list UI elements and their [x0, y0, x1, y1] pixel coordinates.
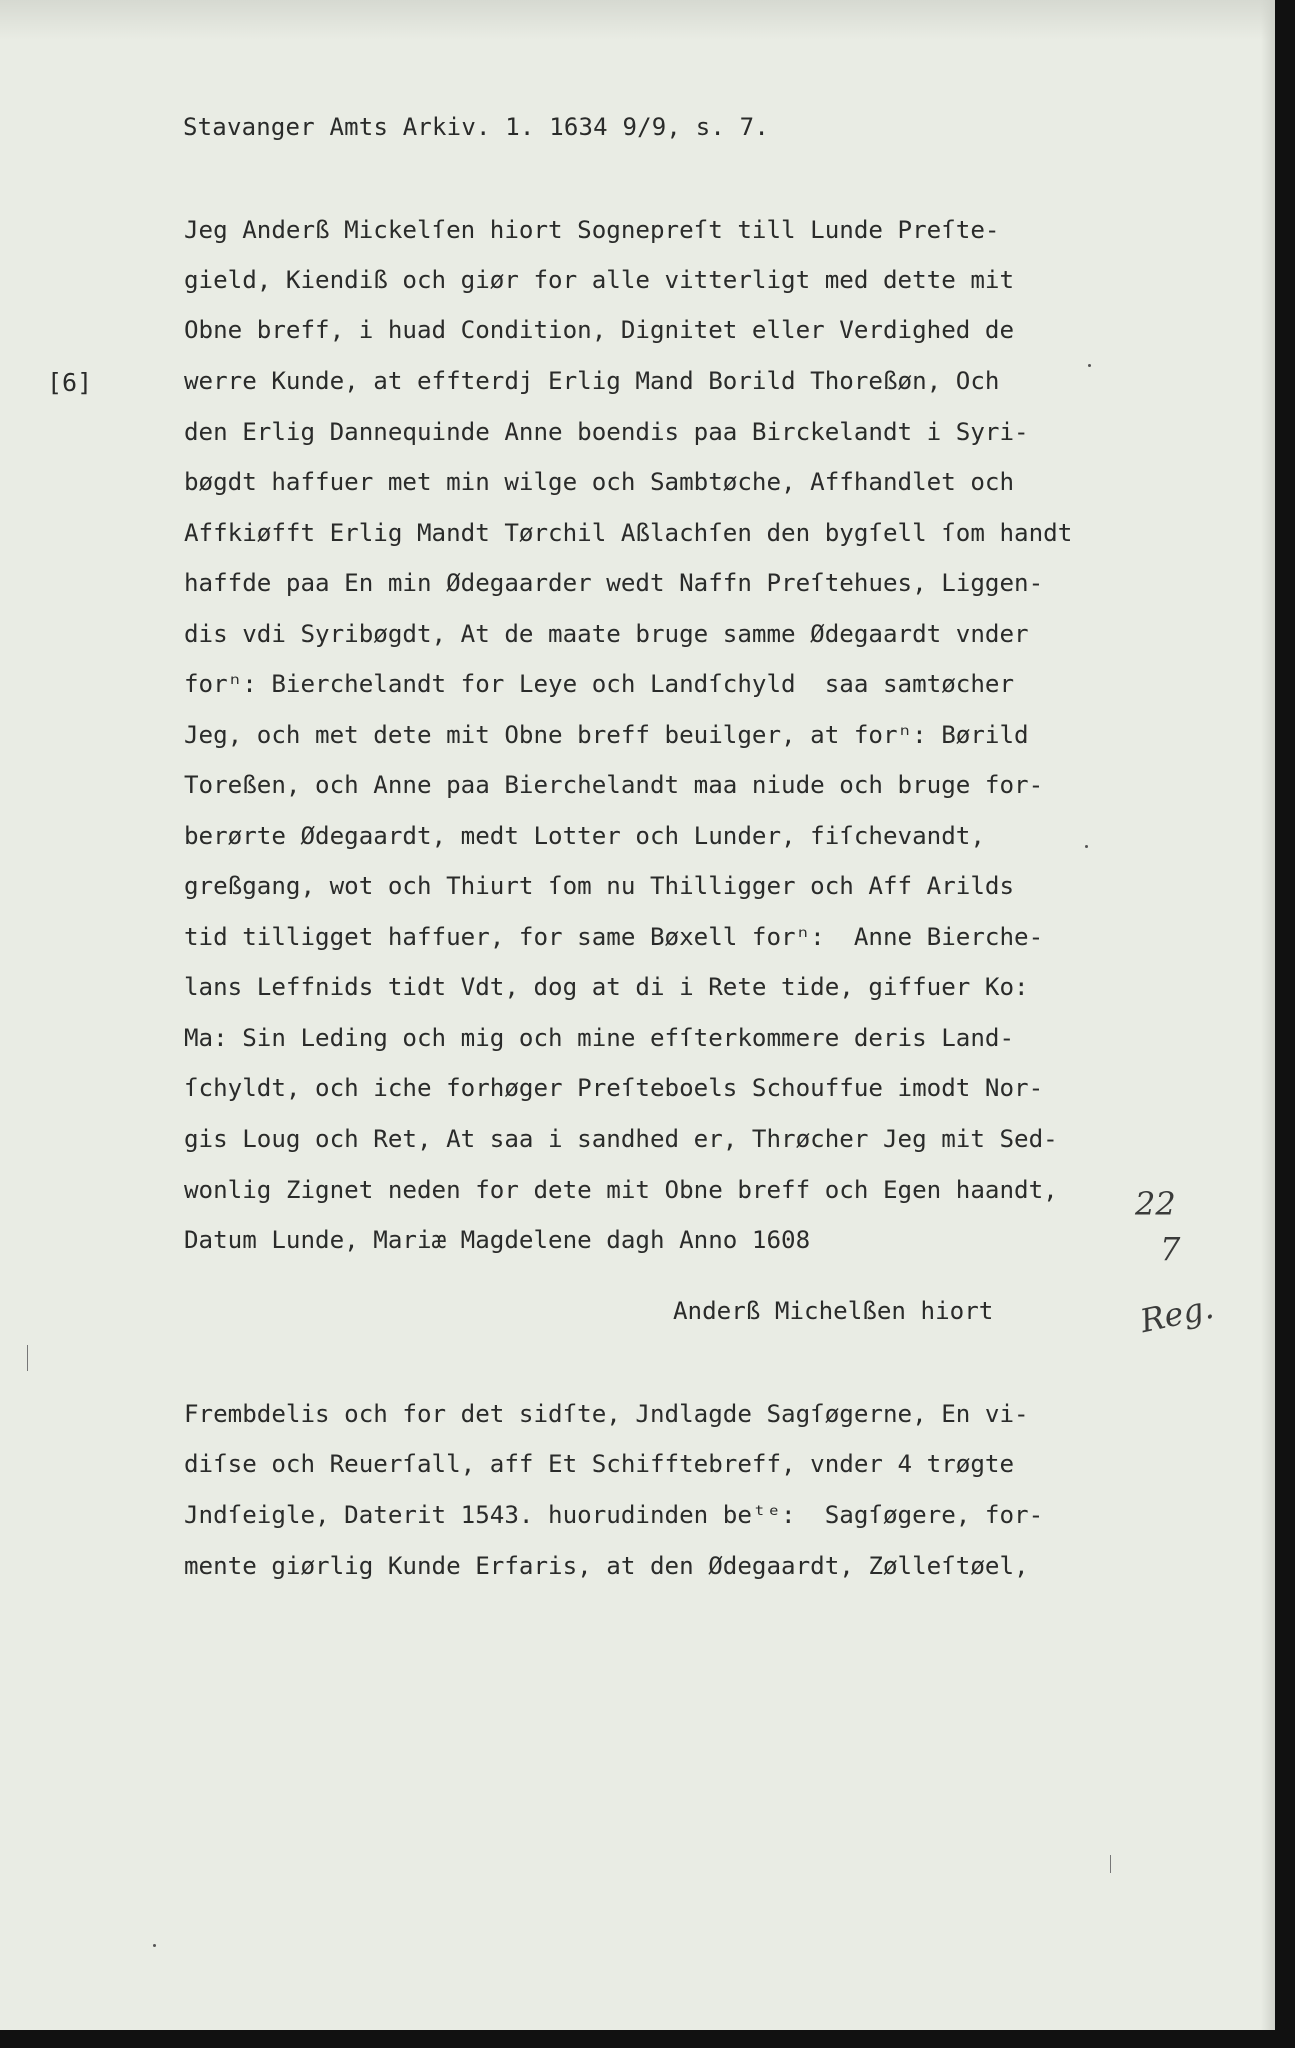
- text-line: bøgdt haffuer met min wilge och Sambtøche, Affhandlet och: [184, 468, 1015, 496]
- text-line: haffde paa En min Ødegaarder wedt Naffn Preſtehues, Liggen-: [184, 569, 1044, 597]
- margin-note-month: 7: [1160, 1230, 1181, 1268]
- scan-edge-top: [0, 0, 1275, 40]
- text-line: Frembdelis och for det sidſte, Jndlagde Sagſøgerne, En vi-: [184, 1400, 1029, 1428]
- page-marker: [6]: [47, 368, 93, 397]
- scan-mark: [1110, 1855, 1111, 1873]
- text-line: den Erlig Dannequinde Anne boendis paa Birckelandt i Syri-: [184, 418, 1029, 446]
- dust-speck: [1085, 845, 1088, 848]
- text-line: lans Leffnids tidt Vdt, dog at di i Rete tide, giffuer Ko:: [184, 973, 1029, 1001]
- text-line: wonlig Zignet neden for dete mit Obne breff och Egen haandt,: [184, 1176, 1058, 1204]
- text-line: greßgang, wot och Thiurt ſom nu Thilligger och Aff Arilds: [184, 872, 1015, 900]
- archive-reference: Stavanger Amts Arkiv. 1. 1634 9/9, s. 7.: [183, 113, 769, 141]
- text-line: werre Kunde, at effterdj Erlig Mand Borild Thoreßøn, Och: [184, 367, 1000, 395]
- text-line: Toreßen, och Anne paa Bierchelandt maa niude och bruge for-: [184, 771, 1044, 799]
- text-line: Datum Lunde, Mariæ Magdelene dagh Anno 1608: [184, 1226, 811, 1254]
- text-line: Obne breff, i huad Condition, Dignitet eller Verdighed de: [184, 316, 1015, 344]
- text-line: berørte Ødegaardt, medt Lotter och Lunder, fiſchevandt,: [184, 822, 985, 850]
- text-line: ſchyldt, och iche forhøger Preſteboels Schouffue imodt Nor-: [184, 1074, 1044, 1102]
- text-line: Affkiøfft Erlig Mandt Tørchil Aßlachſen den bygſell ſom handt: [184, 519, 1073, 547]
- scan-edge-right: [1261, 0, 1275, 2030]
- text-line: forⁿ: Bierchelandt for Leye och Landſchyld saa samtøcher: [184, 670, 1015, 698]
- margin-note-abbrev: Reg.: [1136, 1287, 1217, 1341]
- text-line: tid tilligget haffuer, for same Bøxell forⁿ: Anne Bierche-: [184, 923, 1044, 951]
- signature-line: Anderß Michelßen hiort: [673, 1297, 994, 1325]
- margin-note-day: 22: [1135, 1185, 1176, 1223]
- scan-mark: [27, 1345, 28, 1371]
- text-line: Jeg Anderß Mickelſen hiort Sognepreſt till Lunde Preſte-: [184, 216, 1000, 244]
- text-line: gield, Kiendiß och giør for alle vitterligt med dette mit: [184, 266, 1015, 294]
- dust-speck: [153, 1944, 156, 1947]
- text-line: Ma: Sin Leding och mig och mine efſterkommere deris Land-: [184, 1024, 1015, 1052]
- text-line: Jndſeigle, Daterit 1543. huorudinden beᵗᵉ: Sagſøgere, for-: [184, 1501, 1044, 1529]
- text-line: mente giørlig Kunde Erfaris, at den Ødegaardt, Zølleſtøel,: [184, 1552, 1029, 1580]
- dust-speck: [1088, 364, 1091, 367]
- text-line: gis Loug och Ret, At saa i sandhed er, Thrøcher Jeg mit Sed-: [184, 1125, 1058, 1153]
- text-line: diſse och Reuerſall, aff Et Schifftebreff, vnder 4 trøgte: [184, 1450, 1015, 1478]
- text-line: Jeg, och met dete mit Obne breff beuilger, at forⁿ: Børild: [184, 721, 1029, 749]
- text-line: dis vdi Syribøgdt, At de maate bruge samme Ødegaardt vnder: [184, 620, 1029, 648]
